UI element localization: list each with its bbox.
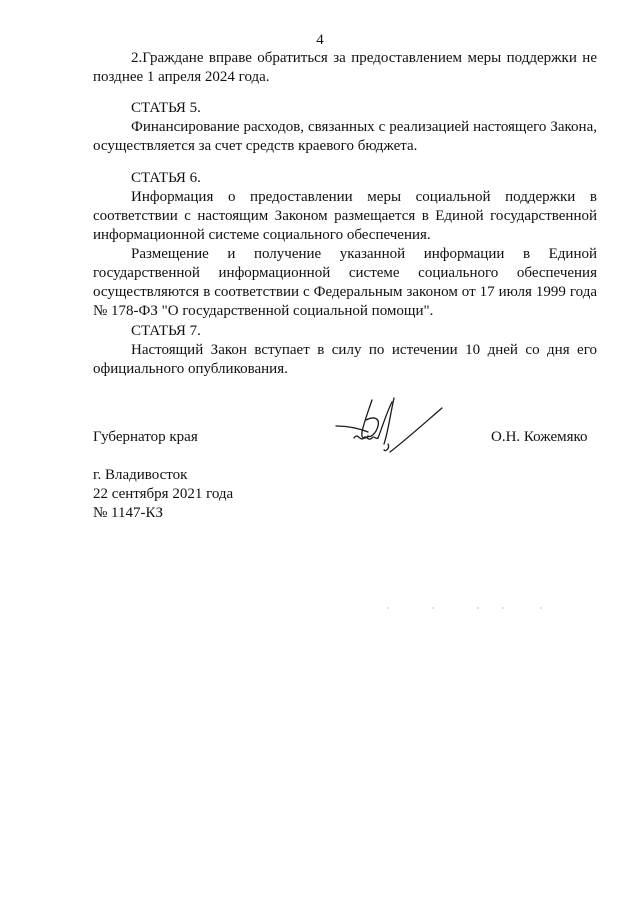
page-number: 4 bbox=[316, 32, 324, 48]
article-7-text: Настоящий Закон вступает в силу по истечении 10 дней со дня его официального опубликования. bbox=[93, 342, 597, 377]
item-2-text: 2.Граждане вправе обратиться за предоставлением меры поддержки не позднее 1 апреля 2024 года. bbox=[93, 50, 597, 85]
article-6-paragraph-1: Информация о предоставлении меры социальной поддержки в соответствии с настоящим Законом размещается в Единой государственной информационной системе социального обеспечения. bbox=[93, 189, 597, 243]
place: г. Владивосток bbox=[93, 467, 188, 483]
law-number: № 1147-КЗ bbox=[93, 505, 164, 521]
article-6-paragraph-2: Размещение и получение указанной информации в Единой государственной информационной системе социального обеспечения осуществляются в соответствии с Федеральным законом от 17 июля 1999 года № 178-ФЗ "О государственной социальной помощи". bbox=[93, 246, 597, 319]
date: 22 сентября 2021 года bbox=[93, 486, 234, 502]
scan-speckles bbox=[0, 606, 640, 610]
signatory-name: О.Н. Кожемяко bbox=[491, 429, 588, 445]
signature-position: Губернатор края bbox=[93, 429, 198, 445]
article-5 bbox=[93, 99, 597, 156]
article-6 bbox=[93, 169, 597, 321]
article-5-heading: СТАТЬЯ 5. bbox=[131, 100, 201, 116]
article-7 bbox=[93, 322, 597, 379]
item-2 bbox=[93, 49, 597, 87]
article-5-text: Финансирование расходов, связанных с реализацией настоящего Закона, осуществляется за счет средств краевого бюджета. bbox=[93, 119, 597, 154]
article-6-heading: СТАТЬЯ 6. bbox=[131, 170, 201, 186]
article-7-heading: СТАТЬЯ 7. bbox=[131, 323, 201, 339]
handwritten-signature-icon bbox=[328, 392, 448, 462]
